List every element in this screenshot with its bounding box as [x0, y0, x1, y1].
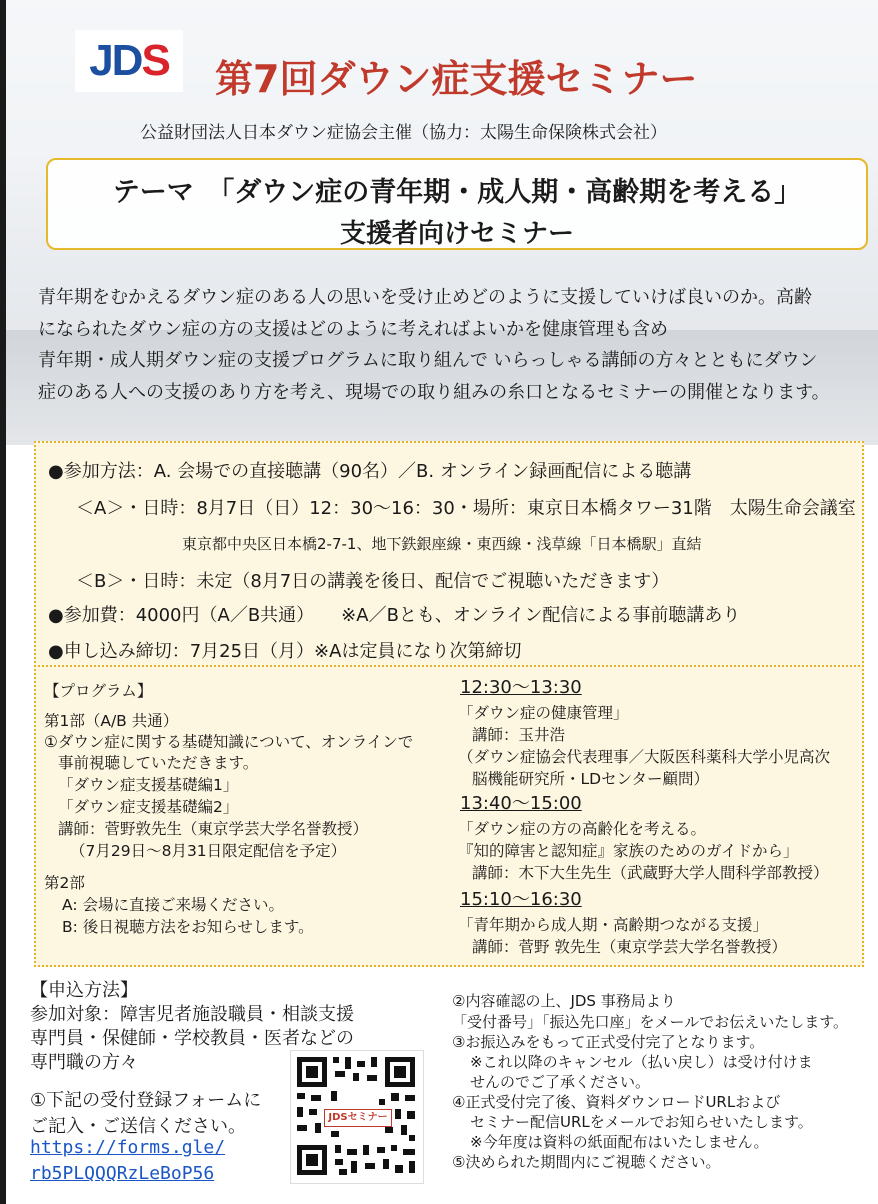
part1-line: ①ダウン症に関する基礎知識について、オンラインで [44, 733, 414, 751]
participation-method: ●参加方法：A. 会場での直接聴講（90名）／B. オンライン録画配信による聴講 [48, 461, 692, 482]
session1-affiliation: （ダウン症協会代表理事／大阪医科薬科大学小児高次 [458, 748, 831, 766]
step-line: セミナー配信URLをメールでお知らせいたします。 [470, 1113, 813, 1131]
step-line: ※これ以降のキャンセル（払い戻し）は受け付けま [470, 1053, 813, 1071]
program-heading: 【プログラム】 [44, 682, 153, 700]
step-line: せんのでご了承ください。 [470, 1073, 651, 1091]
program-box [34, 665, 864, 967]
session1-title: 「ダウン症の健康管理」 [458, 704, 629, 722]
step1-line: ①下記の受付登録フォームに [30, 1090, 262, 1111]
page-title: 第7回ダウン症支援セミナー [215, 57, 698, 101]
step-line: 「受付番号」「振込先口座」をメールでお伝えいたします。 [452, 1013, 849, 1031]
jds-logo [75, 30, 183, 92]
application-deadline: ●申し込み締切：7月25日（月）※Aは定員になり次第締切 [48, 641, 522, 662]
session1-affiliation: 脳機能研究所・LDセンター顧問） [472, 770, 709, 788]
part1-line: 講師：菅野敦先生（東京学芸大学名誉教授） [58, 820, 369, 838]
step1-line: ご記入・ご送信ください。 [30, 1116, 246, 1137]
intro-line: 症のある人への支援のあり方を考え、現場での取り組みの糸口となるセミナーの開催となります。 [38, 381, 830, 403]
target-line: 参加対象：障害児者施設職員・相談支援 [30, 1004, 354, 1025]
session2-subtitle: 『知的障害と認知症』家族のためのガイドから」 [458, 842, 799, 860]
qr-code[interactable] [290, 1050, 424, 1184]
step-line: ③お振込みをもって正式受付完了となります。 [452, 1033, 765, 1051]
form-link[interactable]: https://forms.gle/ [30, 1137, 226, 1158]
participation-fee: ●参加費：4000円（A／B共通） ※A／Bとも、オンライン配信による事前聴講あり [48, 605, 741, 626]
step-line: ⑤決められた期間内にご視聴ください。 [452, 1153, 721, 1171]
step-line: ※今年度は資料の紙面配布はいたしません。 [470, 1133, 769, 1151]
part1-heading: 第1部（A/B 共通） [44, 712, 179, 730]
part2-line: A: 会場に直接ご来場ください。 [62, 896, 284, 914]
intro-line: 青年期・成人期ダウン症の支援プログラムに取り組んで いらっしゃる講師の方々とともにダウン [38, 350, 818, 371]
session2-lecturer: 講師：木下大生先生（武蔵野大学人間科学部教授） [472, 864, 829, 882]
part1-line: （7月29日～8月31日限定配信を予定） [70, 842, 347, 860]
option-b-detail: ＜B＞・日時：未定（8月7日の講義を後日、配信でご視聴いただきます） [76, 571, 670, 592]
qr-label: JDSセミナー [324, 1109, 392, 1127]
session3-title: 「青年期から成人期・高齢期つながる支援」 [458, 916, 769, 934]
form-link[interactable]: rb5PLQQQRzLeBoP56 [30, 1163, 215, 1184]
session3-time: 15:10～16:30 [460, 889, 582, 910]
target-line: 専門職の方々 [30, 1052, 138, 1073]
logo-text: JDS [89, 36, 169, 85]
apply-heading: 【申込方法】 [30, 980, 138, 1001]
session3-lecturer: 講師：菅野 敦先生（東京学芸大学名誉教授） [472, 938, 787, 956]
info-box [34, 441, 864, 667]
option-a-detail: ＜A＞・日時：8月7日（日）12：30～16：30・場所：東京日本橋タワー31階 太陽生命会議室 [76, 498, 856, 519]
theme-subtitle: 支援者向けセミナー [339, 219, 574, 249]
theme-title: テーマ 「ダウン症の青年期・成人期・高齢期を考える」 [112, 177, 802, 208]
theme-box [46, 158, 868, 250]
session1-lecturer: 講師：玉井浩 [472, 726, 566, 744]
part1-line: 「ダウン症支援基礎編2」 [58, 798, 239, 816]
part1-line: 事前視聴していただきます。 [58, 754, 259, 772]
organizer-text: 公益財団法人日本ダウン症協会主催（協力：太陽生命保険株式会社） [140, 123, 667, 143]
part2-heading: 第2部 [44, 874, 85, 892]
target-line: 専門員・保健師・学校教員・医者などの [30, 1028, 354, 1049]
intro-line: 青年期をむかえるダウン症のある人の思いを受け止めどのように支援していけば良いのか。高齢 [38, 287, 812, 308]
session1-time: 12:30～13:30 [460, 677, 582, 698]
intro-line: になられたダウン症の方の支援はどのように考えればよいかを健康管理も含め [38, 318, 668, 340]
session2-title: 「ダウン症の方の高齢化を考える。 [458, 820, 707, 838]
left-frame-edge [0, 0, 6, 1204]
step-line: ②内容確認の上、JDS 事務局より [452, 992, 676, 1010]
venue-address: 東京都中央区日本橋2-7-1、地下鉄銀座線・東西線・浅草線「日本橋駅」直結 [182, 535, 702, 553]
part1-line: 「ダウン症支援基礎編1」 [58, 776, 239, 794]
part2-line: B: 後日視聴方法をお知らせします。 [62, 918, 314, 936]
step-line: ④正式受付完了後、資料ダウンロードURLおよび [452, 1093, 781, 1111]
session2-time: 13:40～15:00 [460, 793, 582, 814]
intro-paragraph [38, 282, 858, 408]
